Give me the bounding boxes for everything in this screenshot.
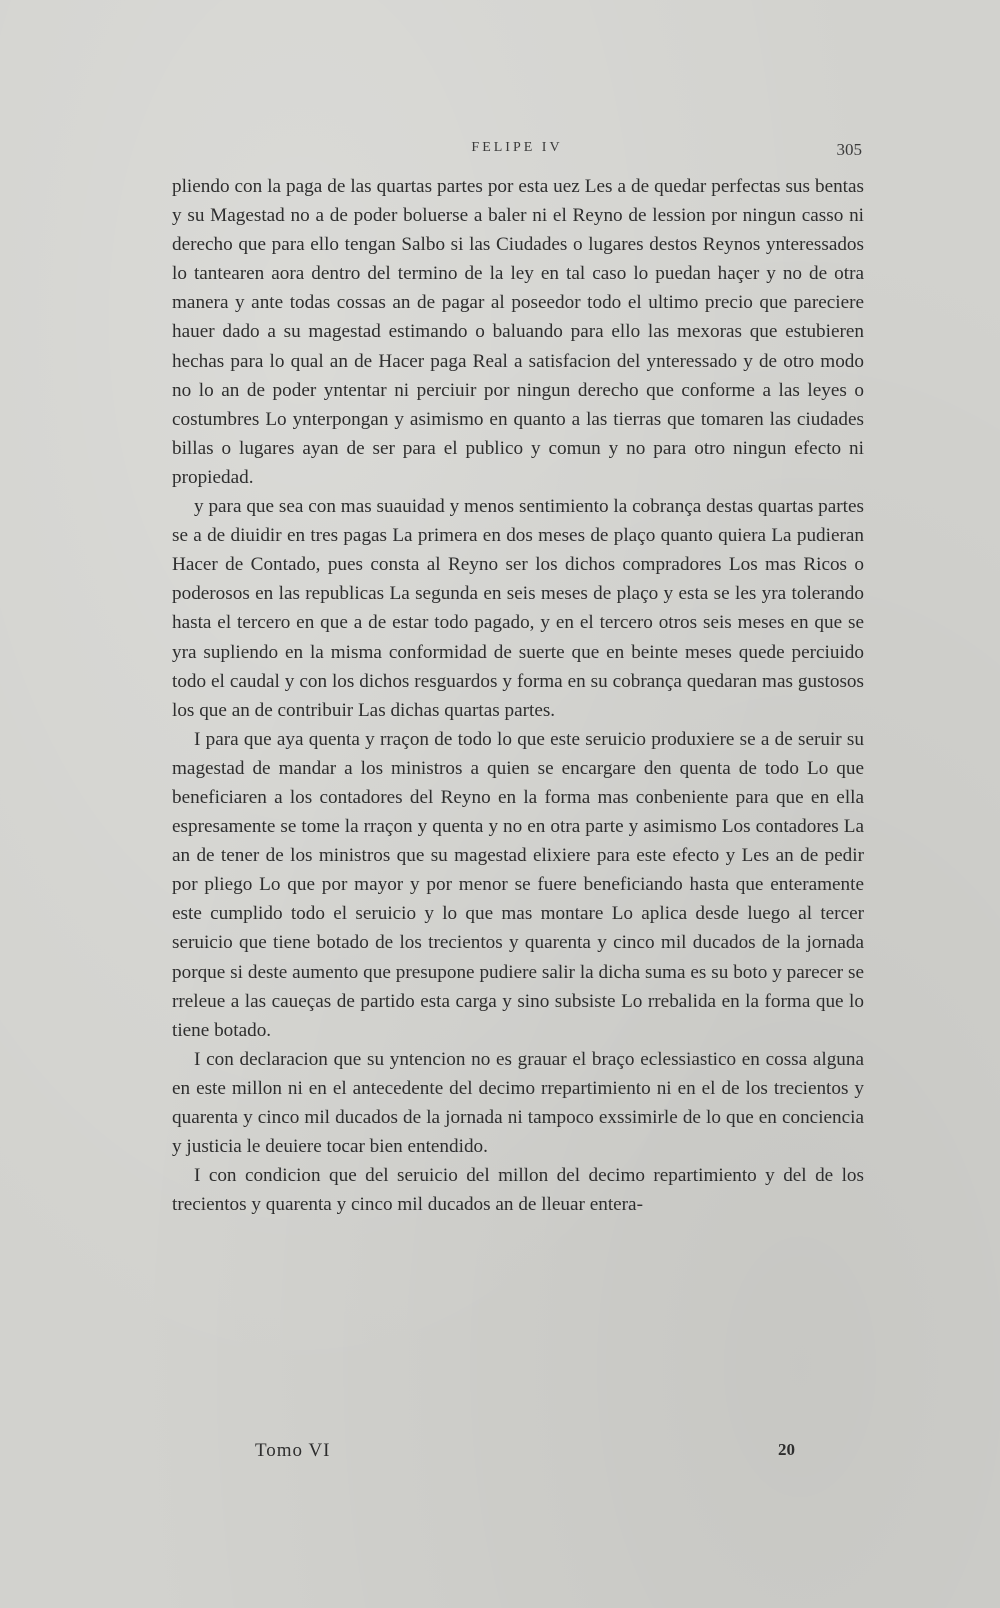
paragraph: y para que sea con mas suauidad y menos sentimiento la cobrança destas quartas partes se a de diuidir en tres pagas La primera en dos meses de plaço quanto quiera La pudieran Hacer de Contado, pues consta al Reyno ser los dichos compradores Los mas Ricos o poderosos en las republicas La segunda en seis meses de plaço y esta se les yra tolerando hasta el tercero en que a de estar todo pagado, y en el tercero otros seis meses en que se yra supliendo en la misma conformidad de suerte que en beinte meses quede perciuido todo el caudal y con los dichos resguardos y forma en su cobrança quedaran mas gustosos los que an de contribuir Las dichas quartas partes. [172, 496, 864, 721]
volume-label: Tomo VI [255, 1440, 331, 1461]
page-number: 305 [836, 140, 862, 159]
signature-mark: 20 [778, 1440, 795, 1459]
paragraph: I con condicion que del seruicio del millon del decimo repartimiento y del de los trecientos y quarenta y cinco mil ducados an de lleuar entera- [172, 1165, 864, 1216]
running-head-title: FELIPE IV [471, 140, 563, 155]
paragraph: pliendo con la paga de las quartas partes por esta uez Les a de quedar perfectas sus bentas y su Magestad no a de poder boluerse a baler ni el Reyno de lession por ningun casso ni derecho que para ello tengan Salbo si las Ciudades o lugares destos Reynos ynteressados lo tantearen aora dentro del termino de la ley en tal caso lo puedan haçer y no de otra manera y ante todas cossas an de pagar al poseedor todo el ultimo precio que pareciere hauer dado a su magestad estimando o baluando para ello las mexoras que estubieren hechas para lo qual an de Hacer paga Real a satisfacion del ynteressado y de otro modo no lo an de poder yntentar ni perciuir por ningun derecho que conforme a las leyes o costumbres Lo ynterpongan y asimismo en quanto a las tierras que tomaren las ciudades billas o lugares ayan de ser para el publico y comun y no para otro ningun efecto ni propiedad. [172, 176, 864, 488]
body-text [172, 172, 864, 1219]
paragraph: I para que aya quenta y rraçon de todo lo que este seruicio produxiere se a de seruir su magestad de mandar a los ministros a quien se encargare den quenta de todo Lo que beneficiaren a los contadores del Reyno en la forma mas conbeniente para que en ella espresamente se tome la rraçon y quenta y no en otra parte y asimismo Los contadores La an de tener de los ministros que su magestad elixiere para este efecto y Les an de pedir por pliego Lo que por mayor y por menor se fuere beneficiando hasta que enteramente este cumplido todo el seruicio y lo que mas montare Lo aplica desde luego al tercer seruicio que tiene botado de los trecientos y quarenta y cinco mil ducados de la jornada porque si deste aumento que presupone pudiere salir la dicha suma es su boto y parecer se rreleue a las caueças de partido esta carga y sino subsiste Lo rrebalida en la forma que lo tiene botado. [172, 728, 864, 1041]
running-head [172, 140, 862, 162]
paragraph: I con declaracion que su yntencion no es grauar el braço eclessiastico en cossa alguna en este millon ni en el antecedente del decimo rrepartimiento ni en el de los trecientos y quarenta y cinco mil ducados de la jornada ni tampoco exssimirle de lo que en conciencia y justicia le deuiere tocar bien entendido. [172, 1048, 864, 1158]
page-footer [255, 1440, 795, 1466]
